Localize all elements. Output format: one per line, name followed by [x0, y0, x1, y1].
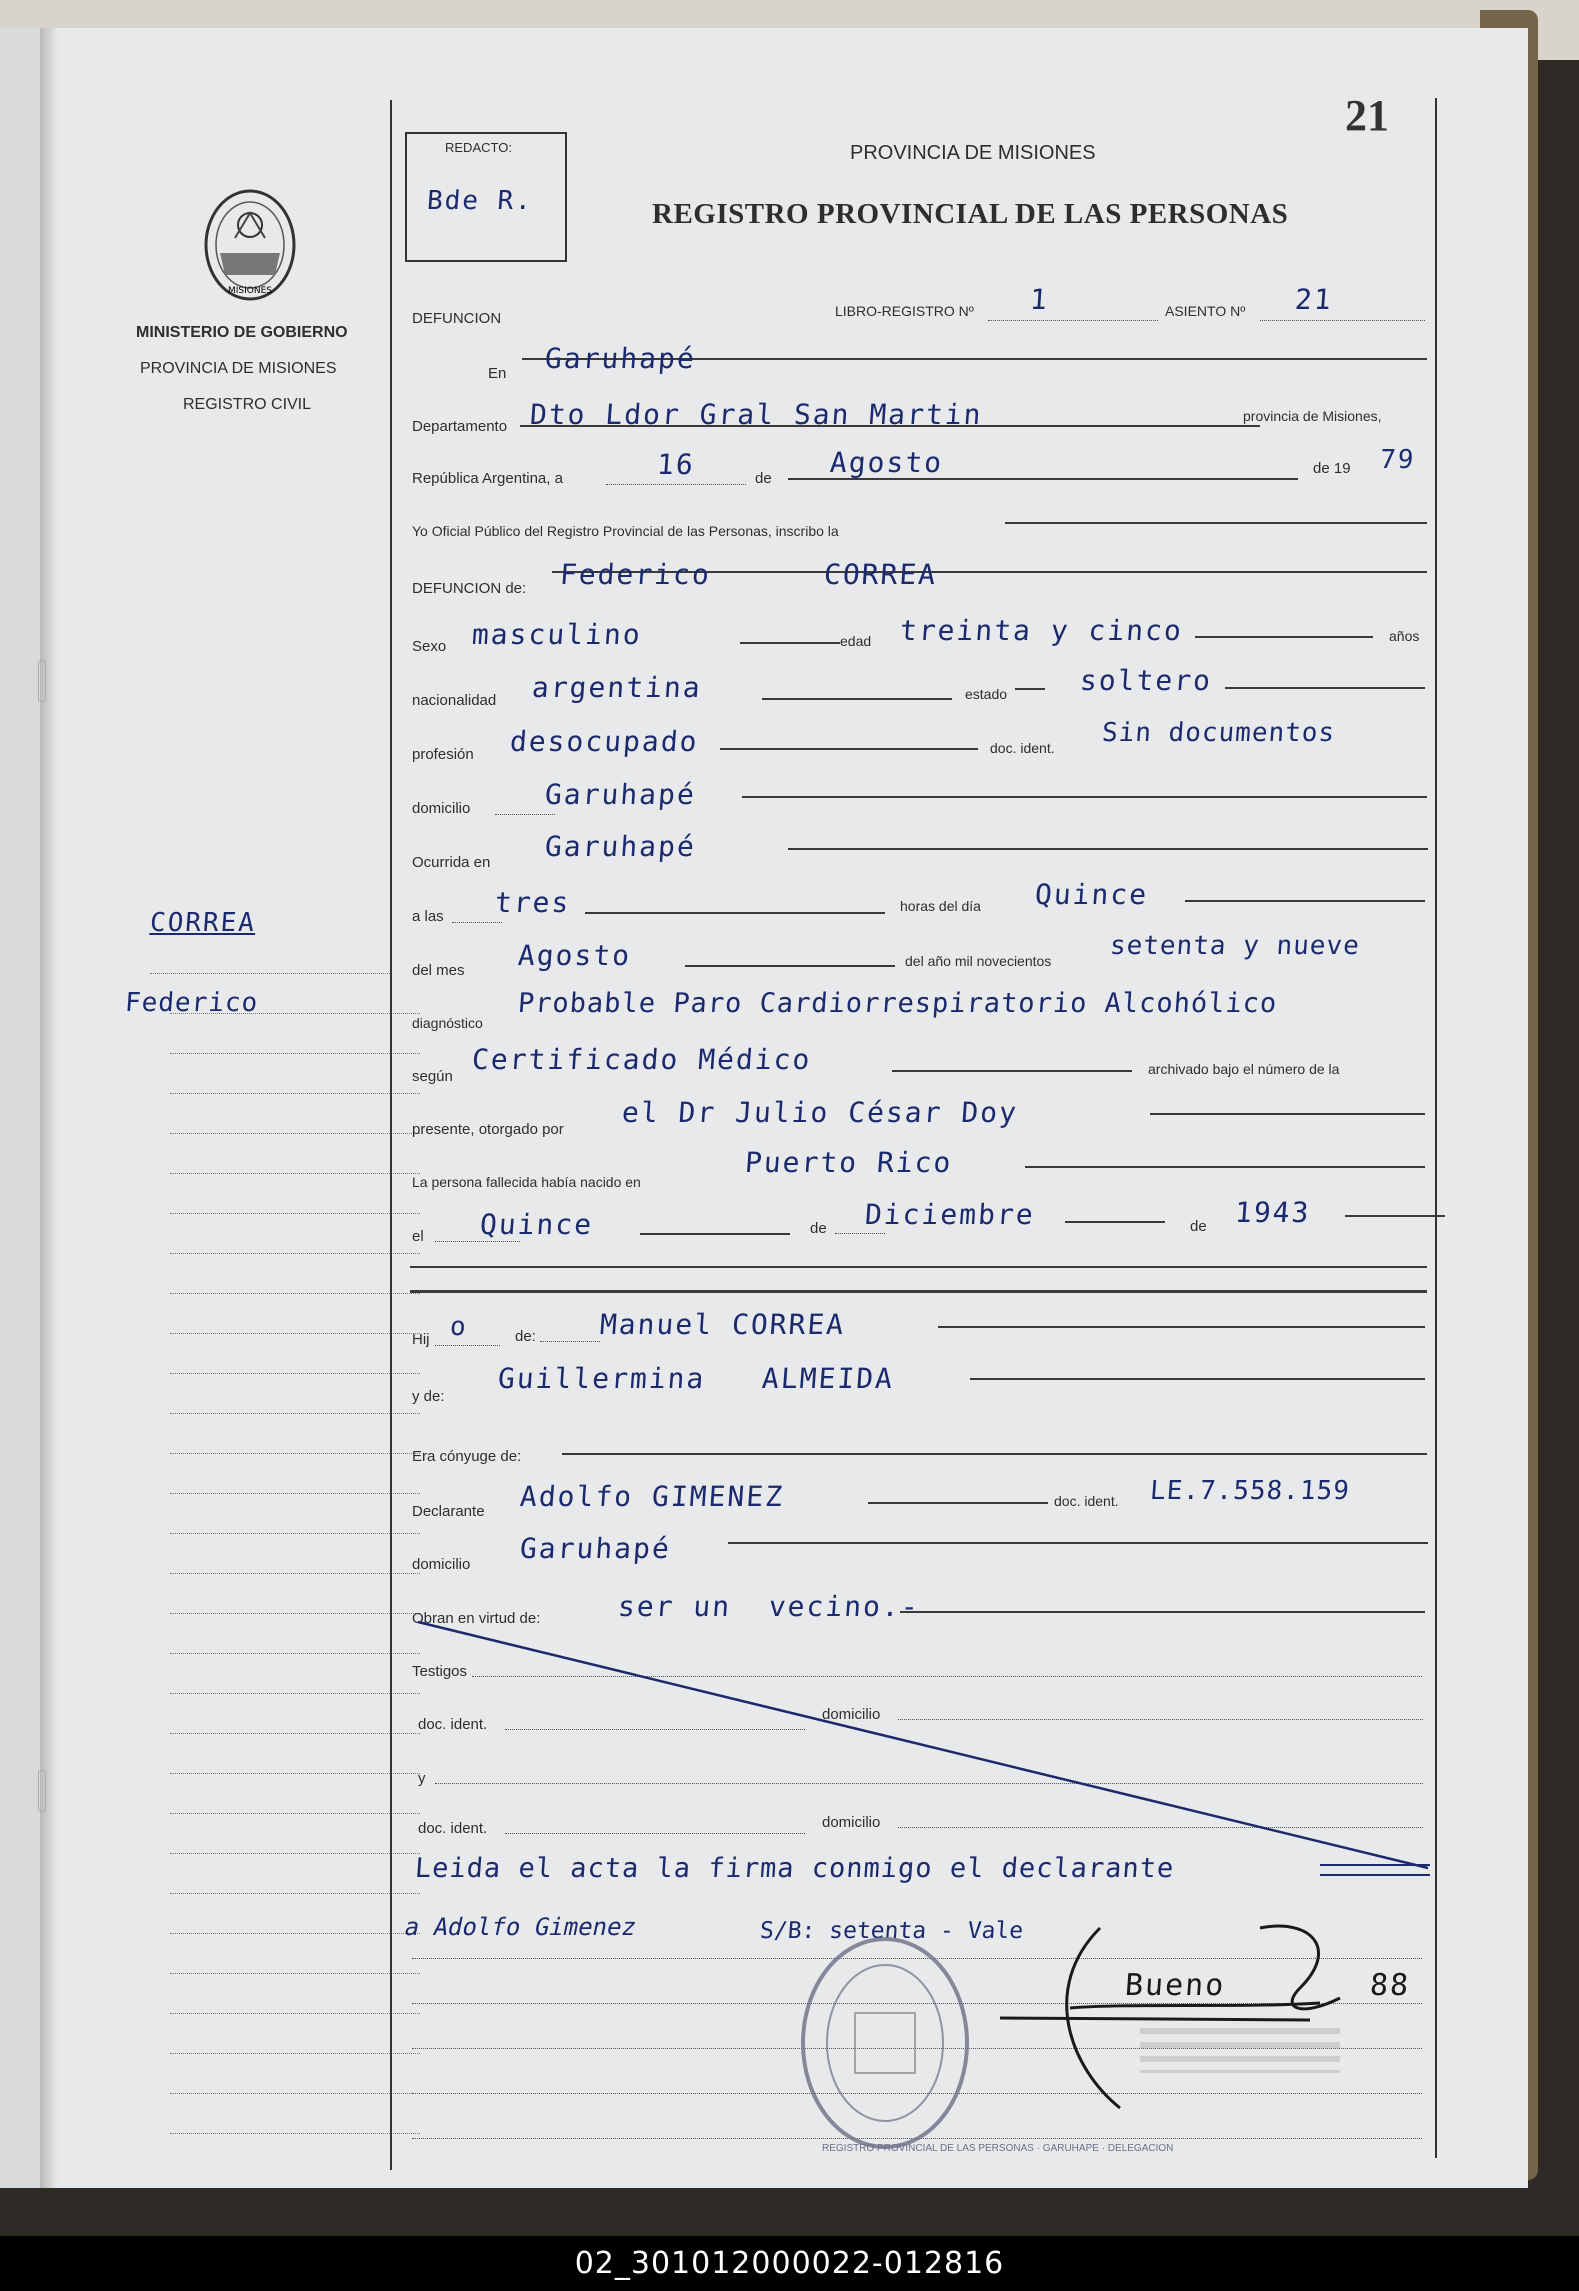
a-las-dots — [452, 922, 502, 923]
nac-month-value: Diciembre — [863, 1198, 1036, 1231]
margin-given-name: Federico — [123, 988, 260, 1018]
nac-de2-label: de — [1190, 1218, 1207, 1235]
oficial-text: Yo Oficial Público del Registro Provincial de las Personas, inscribo la — [412, 523, 839, 539]
t-doc2-label: doc. ident. — [418, 1820, 488, 1837]
nacionalidad-value: argentina — [530, 671, 703, 704]
asiento-dots — [1260, 320, 1425, 321]
officer-signature: Bueno — [1123, 1968, 1227, 2003]
departamento-value: Dto Ldor Gral San Martin — [528, 398, 984, 431]
obran-line — [900, 1611, 1425, 1613]
registry-title: REGISTRO PROVINCIAL DE LAS PERSONAS — [652, 198, 1289, 230]
conyuge-label: Era cónyuge de: — [412, 1448, 522, 1465]
de-label: de — [755, 470, 772, 487]
faded-stamp-block — [1140, 2028, 1340, 2073]
hij-suffix: o — [448, 1312, 469, 1342]
binding-stitch — [38, 1770, 46, 1812]
nacido-label: La persona fallecida había nacido en — [412, 1174, 641, 1190]
del-mes-value: Agosto — [516, 939, 633, 972]
sexo-value: masculino — [470, 618, 643, 651]
official-stamp — [790, 1928, 980, 2158]
republica-label: República Argentina, a — [412, 470, 563, 487]
ocurrida-value: Garuhapé — [543, 830, 698, 863]
defuncion-de-value: Federico CORREA — [558, 558, 939, 591]
presente-value: el Dr Julio César Doy — [620, 1096, 1020, 1129]
redacto-value: Bde R. — [425, 186, 534, 216]
nac-year-value: 1943 — [1233, 1196, 1312, 1229]
edad-line — [1195, 636, 1373, 638]
nac-day-value: Quince — [478, 1208, 595, 1241]
domicilio-value: Garuhapé — [543, 778, 698, 811]
nacido-value: Puerto Rico — [743, 1146, 954, 1179]
margin-surname: CORREA — [148, 908, 257, 938]
sexo-label: Sexo — [412, 638, 447, 655]
nacido-line — [1025, 1166, 1425, 1168]
el-dots — [435, 1241, 520, 1242]
segun-line — [892, 1070, 1132, 1072]
nacionalidad-line — [762, 698, 952, 700]
segun-value: Certificado Médico — [470, 1043, 813, 1076]
redacto-box — [405, 132, 567, 262]
nac-de1-dots — [835, 1233, 885, 1234]
obran-value: ser un vecino.- — [616, 1590, 921, 1623]
madre-label: y de: — [412, 1388, 445, 1405]
a-las-line — [585, 912, 885, 914]
redacto-label: REDACTO: — [445, 140, 512, 155]
t-dom2-label: domicilio — [822, 1814, 881, 1831]
doc-ident-value: Sin documentos — [1100, 718, 1337, 748]
decl-doc-value: LE.7.558.159 — [1148, 1476, 1351, 1506]
a-las-label: a las — [412, 908, 444, 925]
month-value: Agosto — [828, 446, 945, 479]
testigos-label: Testigos — [412, 1663, 468, 1680]
departamento-label: Departamento — [412, 418, 508, 435]
madre-line — [970, 1378, 1425, 1380]
profesion-value: desocupado — [508, 725, 700, 758]
libro-dots — [988, 320, 1158, 321]
conyuge-line — [562, 1453, 1427, 1455]
nac-year-line — [1345, 1215, 1445, 1217]
profesion-line — [720, 748, 978, 750]
estado-line-b — [1225, 687, 1425, 689]
hij-label: Hij — [412, 1331, 430, 1348]
presente-line — [1150, 1113, 1425, 1115]
closing-stroke-1 — [1320, 1864, 1430, 1866]
el-label: el — [412, 1228, 424, 1245]
ocurrida-label: Ocurrida en — [412, 854, 491, 871]
a-las-value: tres — [493, 886, 572, 919]
estado-label: estado — [965, 686, 1008, 702]
obran-label: Obran en virtud de: — [412, 1610, 541, 1627]
del-mes-line — [685, 965, 895, 967]
horas-value: Quince — [1033, 878, 1150, 911]
decl-domicilio-value: Garuhapé — [518, 1532, 673, 1565]
en-label: En — [488, 365, 507, 382]
coat-of-arms-icon — [195, 183, 305, 313]
declarante-label: Declarante — [412, 1503, 485, 1520]
binding-stitch — [38, 660, 46, 702]
closing-text: Leida el acta la firma conmigo el declarante — [413, 1853, 1176, 1884]
presente-label: presente, otorgado por — [412, 1121, 564, 1138]
horas-line — [1185, 900, 1425, 902]
profesion-label: profesión — [412, 746, 474, 763]
province-heading: PROVINCIA DE MISIONES — [850, 142, 1096, 164]
decl-doc-label: doc. ident. — [1054, 1493, 1119, 1509]
de19-label: de 19 — [1313, 460, 1351, 477]
defuncion-de-label: DEFUNCION de: — [412, 580, 527, 597]
archivado-label: archivado bajo el número de la — [1148, 1061, 1340, 1077]
left-rule — [390, 100, 392, 2170]
anio-label: del año mil novecientos — [905, 953, 1052, 969]
diagnostico-value: Probable Paro Cardiorrespiratorio Alcohólico — [516, 988, 1279, 1019]
decl-domicilio-label: domicilio — [412, 1556, 471, 1573]
register-page — [40, 28, 1528, 2188]
year-value: 79 — [1378, 445, 1417, 475]
closing-stroke-2 — [1320, 1874, 1430, 1876]
asiento-value: 21 — [1293, 283, 1334, 316]
section-separator-1 — [410, 1266, 1427, 1268]
decl-domicilio-line — [728, 1542, 1428, 1544]
stamp-text: REGISTRO PROVINCIAL DE LAS PERSONAS · GARUHAPE · DELEGACION — [822, 2143, 1174, 2154]
officer-signature-stroke — [980, 1908, 1420, 2138]
anos-label: años — [1389, 628, 1420, 644]
libro-value: 1 — [1028, 283, 1051, 316]
anio-value: setenta y nueve — [1108, 931, 1361, 961]
day-dots — [606, 484, 746, 485]
day-value: 16 — [655, 448, 696, 481]
hij-dots — [435, 1345, 500, 1346]
domicilio-line — [742, 796, 1427, 798]
seal-label: MISIONES — [227, 286, 273, 296]
ministry-line1: MINISTERIO DE GOBIERNO — [136, 324, 348, 341]
ministry-line3: REGISTRO CIVIL — [183, 396, 312, 413]
provincia-suffix: provincia de Misiones, — [1243, 408, 1382, 424]
diagnostico-label: diagnóstico — [412, 1015, 483, 1031]
section-separator-2 — [410, 1290, 1427, 1293]
declarante-signature: a Adolfo Gimenez — [402, 1913, 640, 1941]
declarante-value: Adolfo GIMENEZ — [518, 1480, 786, 1513]
nac-de1-label: de — [810, 1220, 827, 1237]
ocurrida-line — [788, 848, 1428, 850]
padre-line — [938, 1326, 1425, 1328]
enmienda-note: S/B: setenta - Vale — [759, 1918, 1025, 1944]
declarante-line — [868, 1502, 1048, 1504]
estado-value: soltero — [1078, 664, 1214, 697]
horas-label: horas del día — [900, 898, 981, 914]
estado-line-a — [1015, 688, 1045, 690]
edad-label: edad — [840, 633, 872, 649]
madre-value: Guillermina ALMEIDA — [496, 1362, 896, 1395]
padre-de-label: de: — [515, 1328, 536, 1345]
en-value: Garuhapé — [543, 342, 698, 375]
y-label: y — [418, 1770, 426, 1787]
record-type: DEFUNCION — [412, 310, 502, 327]
gutter-shadow — [40, 28, 58, 2188]
nac-day-line — [640, 1233, 790, 1235]
asiento-label: ASIENTO Nº — [1165, 303, 1246, 319]
image-identifier: 02_301012000022-012816 — [0, 2236, 1579, 2291]
del-mes-label: del mes — [412, 962, 465, 979]
t-doc1-label: doc. ident. — [418, 1716, 488, 1733]
oficial-line — [1005, 522, 1427, 524]
domicilio-dots — [495, 814, 555, 815]
padre-dots — [540, 1341, 600, 1342]
edad-value: treinta y cinco — [898, 614, 1185, 647]
doc-ident-label: doc. ident. — [990, 740, 1055, 756]
ministry-line2: PROVINCIA DE MISIONES — [140, 360, 337, 377]
nacionalidad-label: nacionalidad — [412, 692, 497, 709]
page-number: 21 — [1345, 91, 1389, 140]
t-dom1-label: domicilio — [822, 1706, 881, 1723]
padre-value: Manuel CORREA — [598, 1308, 847, 1341]
signature-mark: 88 — [1368, 1968, 1412, 2003]
sexo-line — [740, 642, 840, 644]
libro-label: LIBRO-REGISTRO Nº — [835, 303, 974, 319]
cancellation-stroke — [410, 1618, 1440, 1878]
nac-month-line — [1065, 1221, 1165, 1223]
segun-label: según — [412, 1068, 453, 1085]
domicilio-label: domicilio — [412, 800, 471, 817]
